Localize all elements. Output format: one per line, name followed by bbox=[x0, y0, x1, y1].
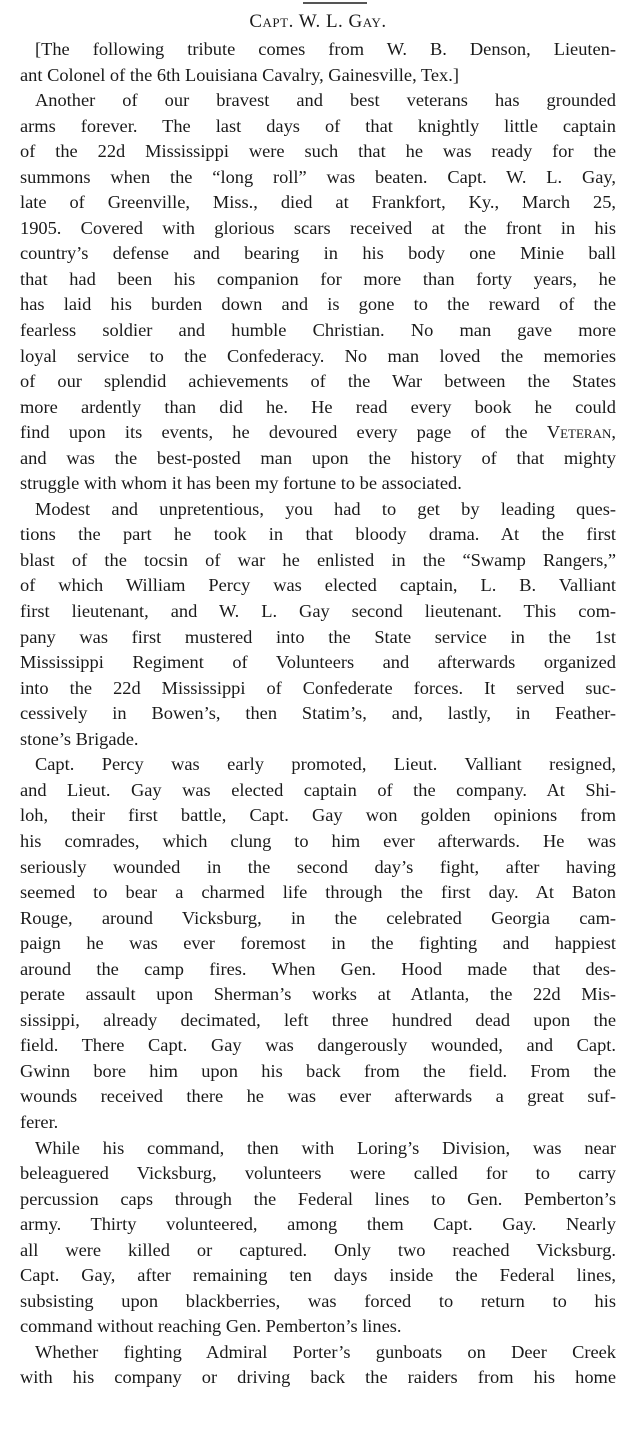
text-line: his comrades, which clung to him ever afterwards. He was bbox=[20, 830, 616, 851]
text-line: loyal service to the Confederacy. No man loved the memories bbox=[20, 345, 616, 366]
text-line: into the 22d Mississippi of Confederate forces. It served suc- bbox=[20, 677, 616, 698]
text-line: paign he was ever foremost in the fighting and happiest bbox=[20, 933, 616, 954]
paragraph bbox=[20, 37, 616, 88]
text-line: Capt. Percy was early promoted, Lieut. Valliant resigned, bbox=[35, 754, 616, 775]
text-line: beleaguered Vicksburg, volunteers were called for to carry bbox=[20, 1163, 616, 1184]
text-line: summons when the “long roll” was beaten. Capt. W. L. Gay, bbox=[20, 166, 616, 187]
text-line: of the 22d Mississippi were such that he was ready for the bbox=[20, 141, 616, 162]
text-line: ferer. bbox=[20, 1111, 59, 1132]
text-line: Rouge, around Vicksburg, in the celebrated Georgia cam- bbox=[20, 907, 616, 928]
text-line: perate assault upon Sherman’s works at Atlanta, the 22d Mis- bbox=[20, 984, 616, 1005]
text-line: loh, their first battle, Capt. Gay won golden opinions from bbox=[20, 805, 616, 826]
text-line: and was the best-posted man upon the history of that mighty bbox=[20, 447, 616, 468]
text-line: struggle with whom it has been my fortune to be associated. bbox=[20, 473, 462, 494]
text-line: country’s defense and bearing in his body one Minie ball bbox=[20, 243, 616, 264]
header-rule bbox=[303, 2, 367, 4]
text-line: blast of the tocsin of war he enlisted in the “Swamp Rangers,” bbox=[20, 549, 616, 570]
text-line: and Lieut. Gay was elected captain of the company. At Shi- bbox=[20, 779, 616, 800]
text-line: seriously wounded in the second day’s fight, after having bbox=[20, 856, 616, 877]
paragraph bbox=[20, 752, 616, 1135]
text-line: subsisting upon blackberries, was forced to return to his bbox=[20, 1290, 616, 1311]
article-title: Capt. W. L. Gay. bbox=[249, 11, 387, 32]
text-line: tions the part he took in that bloody drama. At the first bbox=[20, 524, 616, 545]
paragraph bbox=[20, 1340, 616, 1391]
text-line: Modest and unpretentious, you had to get by leading ques- bbox=[35, 498, 616, 519]
text-line: has laid his burden down and is gone to the reward of the bbox=[20, 294, 616, 315]
text-line: Mississippi Regiment of Volunteers and afterwards organized bbox=[20, 652, 616, 673]
text-line: percussion caps through the Federal lines to Gen. Pemberton’s bbox=[20, 1188, 616, 1209]
text-line: with his company or driving back the raiders from his home bbox=[20, 1367, 616, 1388]
text-line: pany was first mustered into the State service in the 1st bbox=[20, 626, 616, 647]
text-line: wounds received there he was ever afterwards a great suf- bbox=[20, 1086, 616, 1107]
article-body bbox=[20, 37, 616, 1391]
text-line: first lieutenant, and W. L. Gay second lieutenant. This com- bbox=[20, 601, 616, 622]
text-line: sissippi, already decimated, left three hundred dead upon the bbox=[20, 1009, 616, 1030]
publication-name: Veteran bbox=[546, 422, 612, 443]
text-line: around the camp fires. When Gen. Hood made that des- bbox=[20, 958, 616, 979]
text-line: that had been his companion for more than forty years, he bbox=[20, 268, 616, 289]
text-line: late of Greenville, Miss., died at Frankfort, Ky., March 25, bbox=[20, 192, 616, 213]
text-line: arms forever. The last days of that knightly little captain bbox=[20, 115, 616, 136]
text-line: field. There Capt. Gay was dangerously wounded, and Capt. bbox=[20, 1035, 616, 1056]
text-line: all were killed or captured. Only two reached Vicksburg. bbox=[20, 1239, 616, 1260]
text-line: Capt. Gay, after remaining ten days inside the Federal lines, bbox=[20, 1265, 616, 1286]
text-line: army. Thirty volunteered, among them Capt. Gay. Nearly bbox=[20, 1214, 616, 1235]
text-line: more ardently than did he. He read every book he could bbox=[20, 396, 616, 417]
text-line: Another of our bravest and best veterans has grounded bbox=[35, 90, 616, 111]
paragraph bbox=[20, 497, 616, 752]
paragraph bbox=[20, 88, 616, 497]
text-line: [The following tribute comes from W. B. Denson, Lieuten- bbox=[35, 39, 616, 59]
text-line: stone’s Brigade. bbox=[20, 728, 139, 749]
text-line: find upon its events, he devoured every page of the Veteran, bbox=[20, 422, 616, 443]
text-line: of our splendid achievements of the War between the States bbox=[20, 371, 616, 392]
text-line: fearless soldier and humble Christian. No man gave more bbox=[20, 320, 616, 341]
text-line: Gwinn bore him upon his back from the field. From the bbox=[20, 1060, 616, 1081]
text-line: While his command, then with Loring’s Division, was near bbox=[35, 1137, 616, 1158]
text-line: ant Colonel of the 6th Louisiana Cavalry, Gainesville, Tex.] bbox=[20, 64, 459, 85]
text-line: seemed to bear a charmed life through the first day. At Baton bbox=[20, 882, 616, 903]
text-line: 1905. Covered with glorious scars received at the front in his bbox=[20, 217, 616, 238]
text-line: of which William Percy was elected captain, L. B. Valliant bbox=[20, 575, 616, 596]
text-line: command without reaching Gen. Pemberton’s lines. bbox=[20, 1316, 402, 1337]
text-line: cessively in Bowen’s, then Statim’s, and, lastly, in Feather- bbox=[20, 703, 616, 724]
paragraph bbox=[20, 1136, 616, 1340]
text-line: Whether fighting Admiral Porter’s gunboats on Deer Creek bbox=[35, 1341, 616, 1362]
